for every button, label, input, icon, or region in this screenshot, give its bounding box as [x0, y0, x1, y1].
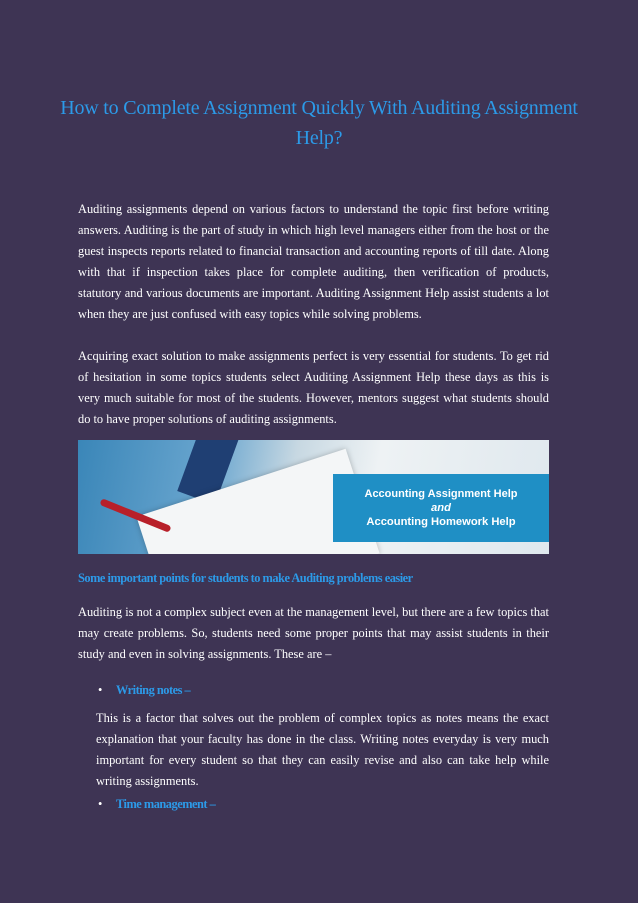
paragraph-solution: Acquiring exact solution to make assignments perfect is very essential for students. To get rid of hesitation in some topics students select Auditing Assignment Help these days as this is very much suitable for most of the students. However, mentors suggest what students should do to have proper solutions of auditing assignments.: [78, 349, 549, 426]
bullet-icon: •: [98, 683, 102, 697]
banner-line-1: Accounting Assignment Help: [364, 488, 518, 500]
banner-caption-box: [333, 474, 549, 542]
document-title: How to Complete Assignment Quickly With Auditing Assignment Help?: [60, 97, 578, 149]
section-subheading: Some important points for students to make Auditing problems easier: [78, 571, 413, 585]
bullet-writing-notes: [98, 683, 190, 698]
paragraph-writing-notes: This is a factor that solves out the problem of complex topics as notes means the exact explanation that your faculty has done in the class. Writing notes everyday is very much important for every student so that they can easily revise and also can take help while writing assignments.: [96, 711, 549, 788]
paragraph-points: Auditing is not a complex subject even at the management level, but there are a few topics that may create problems. So, students need some proper points that may assist students in their study and even in solving assignments. These are –: [78, 605, 549, 661]
banner-line-2: and: [431, 502, 451, 514]
bullet-icon: •: [98, 797, 102, 811]
bullet-time-management: [98, 797, 215, 812]
banner-line-3: Accounting Homework Help: [366, 516, 516, 528]
banner-image: [78, 440, 549, 554]
paragraph-intro: Auditing assignments depend on various factors to understand the topic first before writing answers. Auditing is the part of study in which high level managers either from the host or the guest inspects reports related to financial transaction and accounting reports of till date. Along with that if inspection takes place for complete auditing, then verification of products, statutory and various documents are important. Auditing Assignment Help assist students a lot when they are just confused with easy topics while solving problems.: [78, 202, 549, 321]
bullet-label: Writing notes –: [116, 683, 191, 697]
bullet-label: Time management –: [116, 797, 216, 811]
